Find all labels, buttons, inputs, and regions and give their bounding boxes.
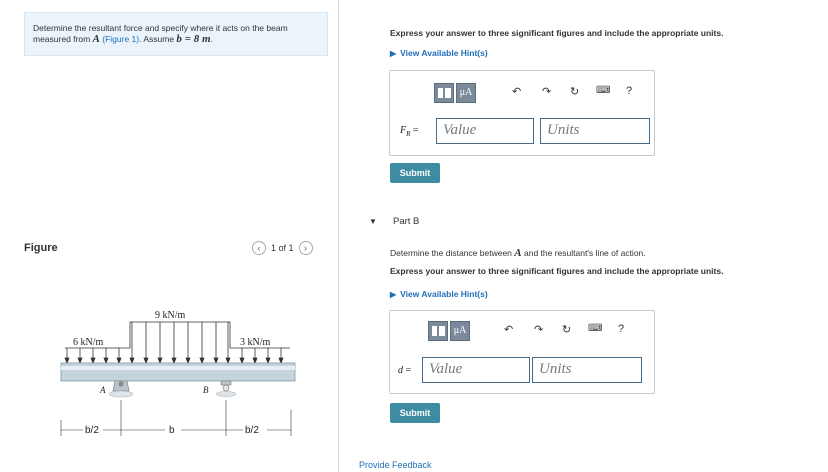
part-b-label: Part B (393, 216, 420, 227)
part-b-question-text: Determine the distance between (390, 248, 515, 258)
part-a-hint-link[interactable] (390, 48, 488, 58)
fr-units-input[interactable]: Units (540, 118, 650, 144)
units-icon[interactable]: μA (450, 321, 470, 341)
load-label-mid: 9 kN/m (155, 310, 186, 321)
pager-text: 1 of 1 (271, 243, 294, 253)
redo-icon[interactable]: ↷ (534, 324, 544, 336)
right-panel (339, 0, 828, 472)
fr-label (400, 125, 419, 138)
part-a-hint-label: View Available Hint(s) (400, 48, 488, 58)
part-b-instruction: Express your answer to three significant figures and include the appropriate units. (390, 266, 724, 276)
part-b-question (390, 247, 646, 259)
keyboard-icon[interactable]: ⌨ (588, 323, 603, 334)
pin-support-a (109, 381, 133, 397)
keyboard-icon[interactable]: ⌨ (596, 85, 611, 96)
problem-statement (24, 12, 328, 56)
fr-equals: = (412, 125, 419, 136)
dim-label-2: b (169, 425, 175, 436)
dim-label-1: b/2 (85, 425, 99, 436)
left-panel (0, 0, 338, 472)
redo-icon[interactable]: ↷ (542, 86, 552, 98)
prev-figure-button[interactable]: ‹ (252, 241, 266, 255)
part-b-question-after: and the resultant's line of action. (521, 248, 646, 258)
problem-period: . (210, 34, 213, 44)
part-b-hint-label: View Available Hint(s) (400, 289, 488, 299)
part-b-answer-box (389, 310, 655, 394)
fr-subscript: R (406, 130, 411, 138)
next-figure-button[interactable]: › (299, 241, 313, 255)
dim-label-3: b/2 (245, 425, 259, 436)
problem-point: A (92, 33, 100, 45)
help-icon[interactable]: ? (626, 85, 633, 97)
point-a-label: A (100, 385, 106, 395)
point-b-label: B (203, 385, 209, 395)
figure-pager (252, 241, 313, 255)
reset-icon[interactable]: ↻ (562, 324, 572, 336)
part-a-submit-button[interactable]: Submit (390, 163, 440, 183)
roller-support-b (216, 381, 236, 397)
part-a-answer-box (389, 70, 655, 156)
d-equals: = (405, 365, 412, 376)
undo-icon[interactable]: ↶ (504, 324, 514, 336)
problem-assume: b = 8 m (176, 33, 211, 45)
provide-feedback-link[interactable]: Provide Feedback (359, 460, 432, 470)
beam (61, 363, 295, 381)
part-b-submit-button[interactable]: Submit (390, 403, 440, 423)
reset-icon[interactable]: ↻ (570, 86, 580, 98)
expand-triangle-icon: ▶ (390, 290, 397, 299)
d-value-input[interactable]: Value (422, 357, 530, 383)
part-b-question-point: A (514, 247, 522, 259)
part-a-instruction: Express your answer to three significant figures and include the appropriate units. (390, 28, 724, 38)
help-icon[interactable]: ? (618, 323, 625, 335)
problem-text: Determine the resultant force and specify where it acts on the beam measured from (33, 23, 288, 44)
figure-label: Figure (24, 242, 58, 254)
problem-text-after: . Assume (139, 34, 177, 44)
expand-triangle-icon: ▶ (390, 49, 397, 58)
d-letter: d (398, 365, 403, 376)
template-icon[interactable] (428, 321, 448, 341)
figure-link[interactable]: (Figure 1) (102, 34, 140, 44)
collapse-triangle-icon[interactable]: ▼ (369, 217, 377, 226)
part-b-hint-link[interactable] (390, 289, 488, 299)
d-units-input[interactable]: Units (532, 357, 642, 383)
load-label-left: 6 kN/m (73, 337, 104, 348)
beam-figure (55, 300, 315, 450)
d-label (398, 365, 411, 376)
load-label-right: 3 kN/m (240, 337, 271, 348)
template-icon[interactable] (434, 83, 454, 103)
fr-value-input[interactable]: Value (436, 118, 534, 144)
undo-icon[interactable]: ↶ (512, 86, 522, 98)
units-icon[interactable]: μA (456, 83, 476, 103)
fr-letter: F (400, 125, 407, 136)
part-b-header[interactable] (359, 205, 828, 237)
